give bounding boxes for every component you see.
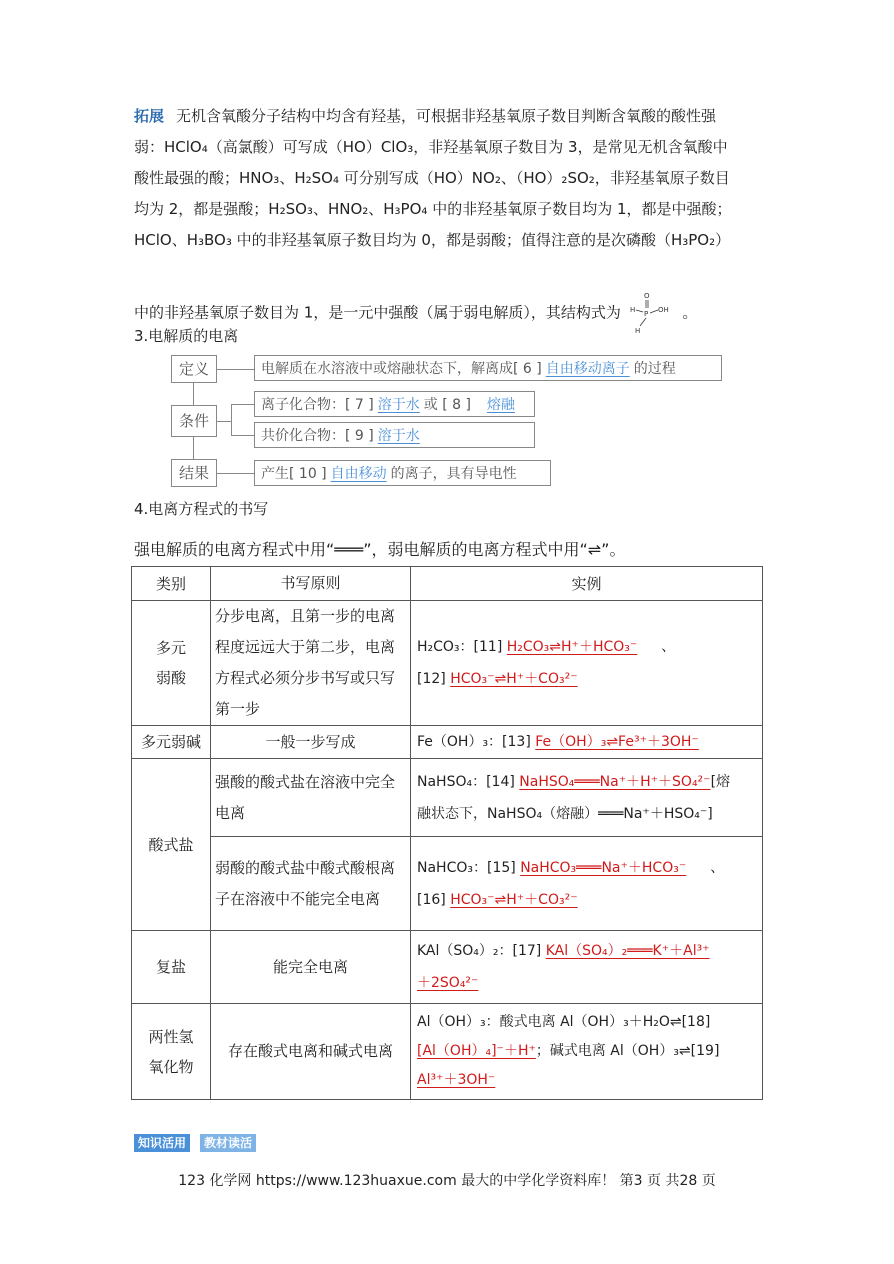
extension-line-2: 弱：HClO₄（高氯酸）可写成（HO）ClO₃，非羟基氧原子数目为 3，是常见无机含氧酸中 bbox=[134, 138, 728, 156]
example-cell: Fe（OH）₃：[13] Fe（OH）₃⇌Fe³⁺＋3OH⁻ bbox=[411, 726, 763, 759]
struct-atom: OH bbox=[657, 306, 669, 314]
rule-cell: 分步电离，且第一步的电离程度远远大于第二步，电离方程式必须分步书写或只写第一步 bbox=[211, 601, 411, 726]
answer-8: 熔融 bbox=[486, 397, 515, 413]
connector-line bbox=[231, 435, 254, 436]
condition-ionic-box: 离子化合物：[ 7 ] 溶于水 或 [ 8 ] 熔融 bbox=[254, 391, 535, 417]
extension-line-5: HClO、H₃BO₃ 中的非羟基氧原子数目均为 0，都是弱酸；值得注意的是次磷酸（H₃PO₂） bbox=[134, 231, 731, 249]
answer-6: 自由移动离子 bbox=[545, 361, 630, 377]
header-rule: 书写原则 bbox=[211, 567, 411, 601]
struct-atom: P bbox=[643, 310, 648, 318]
header-category: 类别 bbox=[132, 567, 211, 601]
struct-atom: O bbox=[643, 292, 650, 300]
connector-line bbox=[217, 473, 254, 474]
connector-line bbox=[231, 404, 254, 405]
arrow-line bbox=[193, 437, 194, 459]
extension-line-3: 酸性最强的酸；HNO₃、H₂SO₄ 可分别写成（HO）NO₂、（HO）₂SO₂，非羟基氧原子数目 bbox=[134, 169, 730, 187]
answer-17-cont: ＋2SO₄²⁻ bbox=[417, 975, 479, 991]
rule-cell: 强酸的酸式盐在溶液中完全电离 bbox=[211, 759, 411, 837]
answer-15: NaHCO₃═══Na⁺＋HCO₃⁻ bbox=[520, 859, 687, 876]
table-row bbox=[132, 1004, 763, 1100]
header-example: 实例 bbox=[411, 567, 763, 601]
category-cell: 多元弱酸 bbox=[132, 601, 211, 726]
connector-line bbox=[217, 421, 231, 422]
struct-atom: H bbox=[634, 327, 640, 335]
label-definition: 定义 bbox=[171, 355, 217, 383]
table-header-row bbox=[132, 567, 763, 601]
condition-covalent-box: 共价化合物：[ 9 ] 溶于水 bbox=[254, 422, 535, 448]
category-cell: 两性氢氧化物 bbox=[132, 1004, 211, 1100]
rule-cell: 弱酸的酸式盐中酸式酸根离子在溶液中不能完全电离 bbox=[211, 837, 411, 931]
example-cell: NaHSO₄：[14] NaHSO₄═══Na⁺＋H⁺＋SO₄²⁻[熔 融状态下，NaHSO₄（熔融）═══Na⁺＋HSO₄⁻] bbox=[411, 759, 763, 837]
category-cell: 复盐 bbox=[132, 931, 211, 1004]
answer-7: 溶于水 bbox=[377, 397, 420, 413]
example-cell: Al（OH）₃：酸式电离 Al（OH）₃＋H₂O⇌[18] [Al（OH）₄]⁻＋H⁺；碱式电离 Al（OH）₃⇌[19] Al³⁺＋3OH⁻ bbox=[411, 1004, 763, 1100]
answer-11: H₂CO₃⇌H⁺＋HCO₃⁻ bbox=[506, 639, 638, 655]
label-result: 结果 bbox=[171, 459, 217, 487]
answer-19: Al³⁺＋3OH⁻ bbox=[417, 1072, 496, 1088]
page-footer: 123 化学网 https://www.123huaxue.com 最大的中学化学资料库！ 第3 页 共28 页 bbox=[178, 1173, 716, 1189]
example-cell: KAl（SO₄）₂：[17] KAl（SO₄）₂═══K⁺＋Al³⁺ ＋2SO₄²⁻ bbox=[411, 931, 763, 1004]
section4-title: 4.电离方程式的书写 bbox=[134, 500, 269, 518]
rule-cell: 能完全电离 bbox=[211, 931, 411, 1004]
tag-knowledge-use: 知识活用 bbox=[134, 1134, 190, 1152]
definition-box: 电解质在水溶液中或熔融状态下，解离成[ 6 ] 自由移动离子 的过程 bbox=[254, 355, 722, 381]
rule-cell: 存在酸式电离和碱式电离 bbox=[211, 1004, 411, 1100]
section4-intro: 强电解质的电离方程式中用“═══”，弱电解质的电离方程式中用“⇌”。 bbox=[134, 540, 626, 559]
connector-line bbox=[217, 369, 254, 370]
answer-14: NaHSO₄═══Na⁺＋H⁺＋SO₄²⁻ bbox=[519, 773, 711, 790]
hypophosphorous-structure-image bbox=[630, 290, 678, 336]
answer-13: Fe（OH）₃⇌Fe³⁺＋3OH⁻ bbox=[535, 734, 699, 750]
extension-line-4: 均为 2，都是强酸；H₂SO₃、HNO₂、H₃PO₄ 中的非羟基氧原子数目均为 1，都是中强酸； bbox=[134, 200, 732, 218]
answer-16: HCO₃⁻⇌H⁺＋CO₃²⁻ bbox=[450, 891, 578, 908]
example-cell: H₂CO₃：[11] H₂CO₃⇌H⁺＋HCO₃⁻ 、 [12] HCO₃⁻⇌H⁺＋CO₃²⁻ bbox=[411, 601, 763, 726]
connector-line bbox=[231, 404, 232, 435]
ionization-equation-table bbox=[131, 566, 763, 1100]
tag-textbook-reading: 教材读活 bbox=[200, 1134, 256, 1152]
category-cell: 多元弱碱 bbox=[132, 726, 211, 759]
arrow-line bbox=[193, 383, 194, 405]
table-row bbox=[132, 759, 763, 837]
table-row bbox=[132, 726, 763, 759]
table-row bbox=[132, 601, 763, 726]
extension-paragraph bbox=[134, 101, 764, 256]
rule-cell: 一般一步写成 bbox=[211, 726, 411, 759]
answer-10: 自由移动 bbox=[330, 466, 387, 482]
example-cell: NaHCO₃：[15] NaHCO₃═══Na⁺＋HCO₃⁻ 、 [16] HCO₃⁻⇌H⁺＋CO₃²⁻ bbox=[411, 837, 763, 931]
answer-12: HCO₃⁻⇌H⁺＋CO₃²⁻ bbox=[450, 671, 578, 687]
table-row bbox=[132, 931, 763, 1004]
result-box: 产生[ 10 ] 自由移动 的离子，具有导电性 bbox=[254, 460, 551, 486]
label-condition: 条件 bbox=[171, 405, 217, 437]
table-row bbox=[132, 837, 763, 931]
section3-title: 3.电解质的电离 bbox=[134, 327, 239, 345]
answer-18: [Al（OH）₄]⁻＋H⁺ bbox=[417, 1043, 536, 1059]
extension-keyword: 拓展 bbox=[134, 107, 165, 125]
struct-atom: H bbox=[629, 306, 635, 314]
answer-9: 溶于水 bbox=[377, 428, 420, 444]
answer-17: KAl（SO₄）₂═══K⁺＋Al³⁺ bbox=[545, 943, 710, 959]
extension-line-1: 拓展 无机含氧酸分子结构中均含有羟基，可根据非羟基氧原子数目判断含氧酸的酸性强 bbox=[134, 107, 717, 125]
category-cell: 酸式盐 bbox=[132, 759, 211, 931]
extension-line-6: 中的非羟基氧原子数目为 1，是一元中强酸（属于弱电解质），其结构式为 O H P OH H 。 bbox=[134, 292, 698, 335]
